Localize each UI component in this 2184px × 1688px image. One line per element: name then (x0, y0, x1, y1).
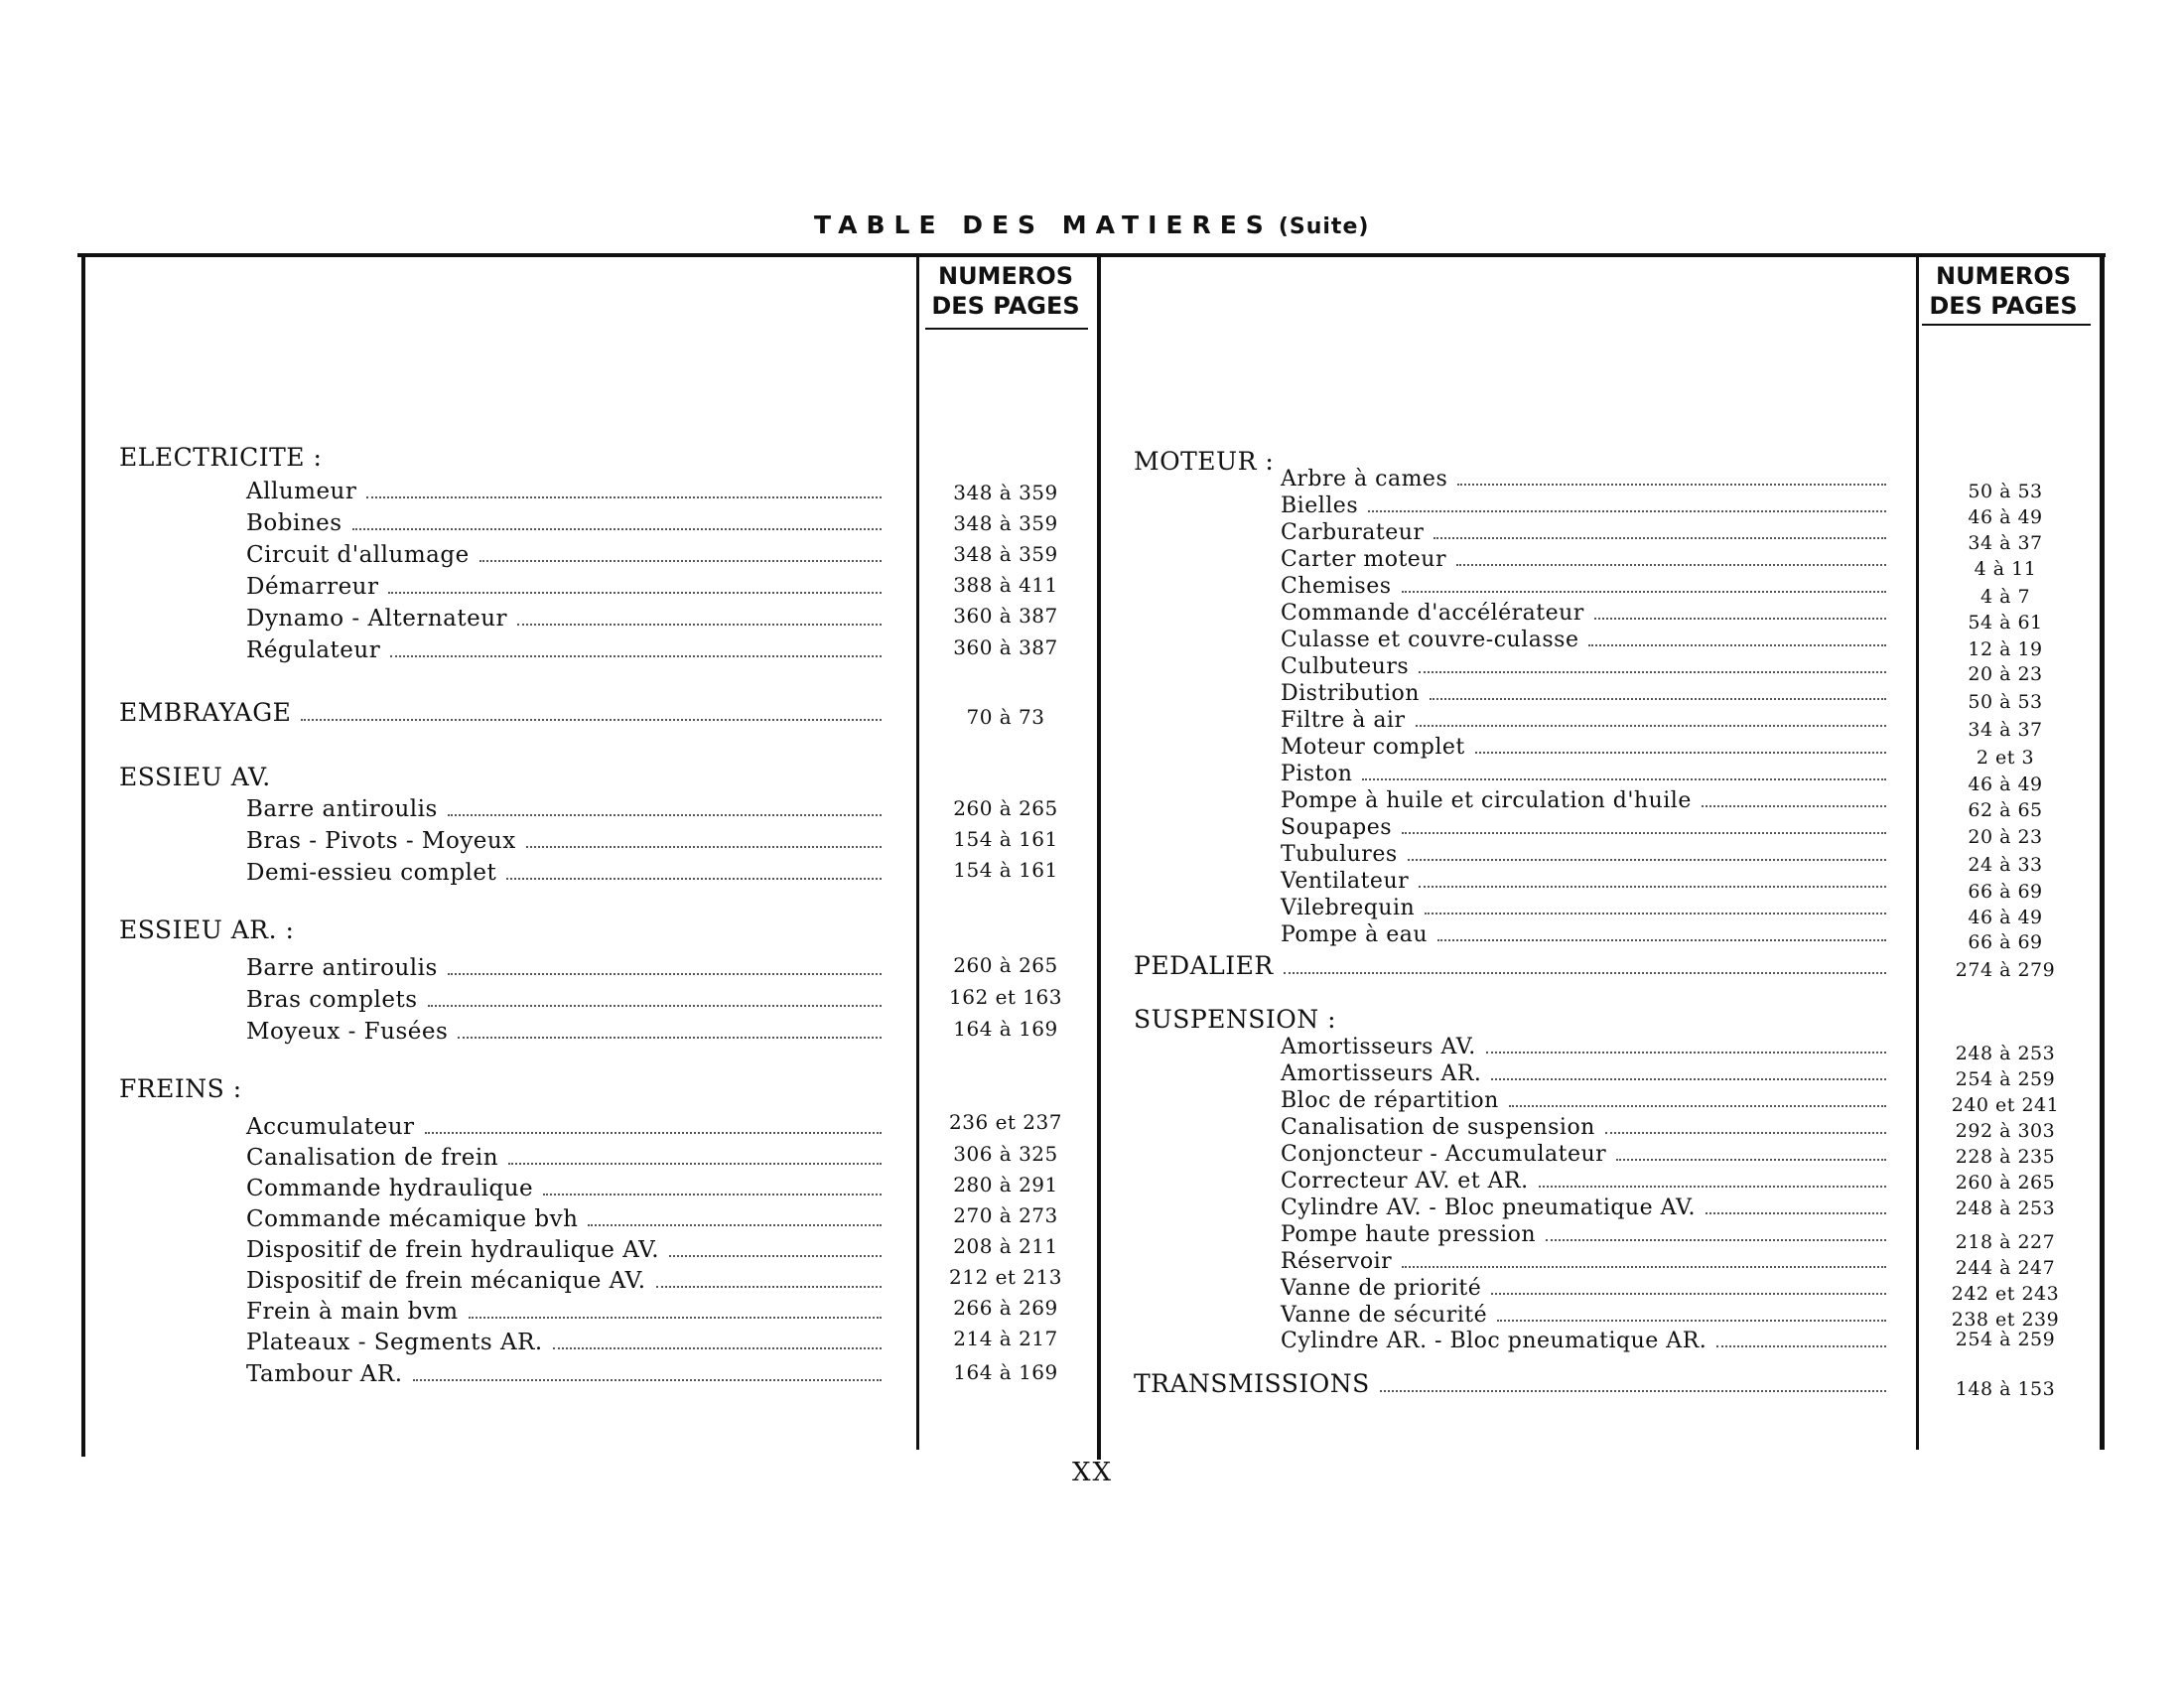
index-entry (1281, 1274, 1886, 1301)
dot-leader (517, 624, 882, 626)
section-heading: SUSPENSION : (1134, 1005, 1337, 1034)
header-line-2: DES PAGES (1929, 292, 2078, 320)
entry-label: Bobines (246, 510, 342, 536)
index-entry (246, 1293, 882, 1325)
dot-leader (1402, 832, 1886, 834)
entry-label: Correcteur AV. et AR. (1281, 1169, 1529, 1194)
dot-leader (1616, 1159, 1886, 1161)
page-range: 248 à 253 (1955, 1043, 2056, 1064)
dot-leader (1457, 484, 1886, 486)
dot-leader (1408, 859, 1886, 861)
left-header-underline (925, 328, 1088, 330)
section-heading: ESSIEU AR. : (119, 915, 295, 944)
table-right-border (2100, 253, 2105, 1450)
dot-leader (543, 1194, 882, 1196)
entry-label: Réservoir (1281, 1249, 1393, 1274)
entry-label: Vanne de sécurité (1281, 1303, 1488, 1328)
page-range: 46 à 49 (1968, 774, 2043, 795)
entry-label: Amortisseurs AR. (1281, 1061, 1482, 1086)
entry-label: Commande hydraulique (246, 1176, 534, 1201)
page-range: 50 à 53 (1968, 691, 2043, 713)
index-entry (246, 600, 882, 632)
index-entry (1281, 679, 1886, 706)
page-range: 154 à 161 (953, 827, 1058, 851)
index-entry (246, 536, 882, 568)
page-range: 46 à 49 (1968, 907, 2043, 928)
entry-label: Cylindre AR. - Bloc pneumatique AR. (1281, 1329, 1707, 1353)
entry-label: Canalisation de frein (246, 1145, 499, 1171)
section-heading: TRANSMISSIONS (1134, 1369, 1370, 1398)
page-range: 360 à 387 (953, 635, 1058, 659)
right-column-header (1921, 261, 2086, 321)
dot-leader (479, 560, 882, 562)
section-heading: FREINS : (119, 1074, 242, 1103)
dot-leader (1716, 1345, 1886, 1347)
dot-leader (413, 1379, 882, 1381)
entry-label: Commande d'accélérateur (1281, 601, 1584, 626)
page-range: 34 à 37 (1968, 532, 2043, 554)
page-range: 270 à 273 (953, 1203, 1058, 1227)
page-range: 4 à 7 (1979, 586, 2031, 608)
page-range: 260 à 265 (953, 953, 1058, 977)
index-entry (1281, 920, 1886, 947)
index-entry (1281, 840, 1886, 867)
page-range: 236 et 237 (949, 1110, 1062, 1134)
center-divider (1097, 253, 1101, 1460)
index-entry (1134, 948, 1886, 980)
index-entry (1281, 1327, 1886, 1353)
index-entry (246, 949, 882, 981)
section-heading: ESSIEU AV. (119, 763, 271, 791)
page-range: 260 à 265 (1955, 1172, 2056, 1194)
index-entry (246, 1200, 882, 1232)
title-suffix: (Suite) (1278, 214, 1370, 239)
page-range: 280 à 291 (953, 1173, 1058, 1196)
entry-label: Pompe à huile et circulation d'huile (1281, 788, 1692, 813)
page-range: 2 et 3 (1976, 747, 2035, 769)
index-entry (246, 632, 882, 663)
index-entry (246, 790, 882, 822)
page-range: 70 à 73 (966, 705, 1045, 729)
index-entry (1281, 894, 1886, 920)
page-range: 260 à 265 (953, 796, 1058, 820)
index-entry (1281, 599, 1886, 626)
entry-label: Soupapes (1281, 815, 1393, 840)
dot-leader (669, 1255, 882, 1257)
index-entry (1281, 518, 1886, 545)
entry-label: Carter moteur (1281, 547, 1446, 572)
entry-label: Filtre à air (1281, 708, 1406, 733)
dot-leader (1491, 1078, 1886, 1080)
page-range: 164 à 169 (953, 1017, 1058, 1041)
left-column-header (923, 261, 1088, 321)
index-entry (246, 1231, 882, 1263)
page-range: 348 à 359 (953, 542, 1058, 566)
index-entry (1281, 545, 1886, 572)
page-range: 248 à 253 (1955, 1197, 2056, 1219)
dot-leader (458, 1037, 882, 1039)
left-page-column-divider (916, 253, 919, 1450)
index-entry (1281, 572, 1886, 599)
index-entry (1281, 1059, 1886, 1086)
page-range: 208 à 211 (953, 1234, 1058, 1258)
index-entry (1281, 1194, 1886, 1220)
page-range: 266 à 269 (953, 1296, 1058, 1320)
dot-leader (1380, 1390, 1886, 1392)
page-range: 46 à 49 (1968, 506, 2043, 528)
entry-label: Culasse et couvre-culasse (1281, 628, 1579, 652)
entry-label: Barre antiroulis (246, 796, 438, 822)
right-page-column-divider (1916, 253, 1919, 1450)
entry-label: Demi-essieu complet (246, 860, 497, 886)
dot-leader (1475, 752, 1886, 754)
index-entry (1281, 1247, 1886, 1274)
dot-leader (1486, 1052, 1886, 1054)
entry-label: Dispositif de frein mécanique AV. (246, 1268, 646, 1294)
dot-leader (390, 655, 882, 657)
page-range: 162 et 163 (949, 985, 1062, 1009)
page-range: 218 à 227 (1955, 1231, 2056, 1253)
index-entry (1281, 1113, 1886, 1140)
dot-leader (1419, 886, 1886, 888)
index-entry (119, 695, 882, 727)
entry-label: Distribution (1281, 681, 1420, 706)
index-entry (246, 1262, 882, 1294)
dot-leader (301, 719, 882, 721)
entry-label: Vilebrequin (1281, 896, 1416, 920)
page-range: 154 à 161 (953, 858, 1058, 882)
page-range: 20 à 23 (1968, 663, 2043, 685)
entry-label: Frein à main bvm (246, 1299, 459, 1325)
index-entry (1281, 465, 1886, 492)
index-entry (1281, 492, 1886, 518)
page-range: 66 à 69 (1968, 881, 2043, 903)
page-range: 62 à 65 (1968, 799, 2043, 821)
index-entry (246, 1013, 882, 1045)
page-range: 20 à 23 (1968, 826, 2043, 848)
entry-label: Dispositif de frein hydraulique AV. (246, 1237, 660, 1263)
page-range: 34 à 37 (1968, 719, 2043, 741)
index-entry (246, 1139, 882, 1171)
header-line-2: DES PAGES (931, 292, 1080, 320)
entry-label: Bloc de répartition (1281, 1088, 1499, 1113)
dot-leader (506, 878, 882, 880)
page-range: 54 à 61 (1968, 612, 2043, 633)
entry-label: Barre antiroulis (246, 955, 438, 981)
page-range: 228 à 235 (1955, 1146, 2056, 1168)
entry-label: Dynamo - Alternateur (246, 606, 508, 632)
dot-leader (1433, 537, 1886, 539)
page-range: 306 à 325 (953, 1142, 1058, 1166)
dot-leader (1284, 972, 1886, 974)
dot-leader (1491, 1293, 1886, 1295)
dot-leader (1402, 591, 1886, 593)
dot-leader (1605, 1132, 1886, 1134)
index-entry (246, 822, 882, 854)
index-entry (1281, 1301, 1886, 1328)
page-range: 244 à 247 (1955, 1257, 2056, 1279)
entry-label: Moteur complet (1281, 735, 1465, 760)
entry-label: Commande mécamique bvh (246, 1206, 579, 1232)
dot-leader (388, 592, 882, 594)
index-entry (1281, 1033, 1886, 1059)
dot-leader (1706, 1212, 1886, 1214)
index-entry (246, 504, 882, 536)
entry-label: Piston (1281, 762, 1353, 786)
dot-leader (1362, 778, 1886, 780)
entry-label: Pompe à eau (1281, 922, 1429, 947)
index-entry (1281, 733, 1886, 760)
dot-leader (366, 496, 882, 498)
dot-leader (448, 973, 882, 975)
entry-label: Bras - Pivots - Moyeux (246, 828, 516, 854)
dot-leader (1402, 1266, 1886, 1268)
entry-label: Ventilateur (1281, 869, 1410, 894)
index-entry (246, 1108, 882, 1140)
entry-label: Bielles (1281, 493, 1359, 518)
page-range: 348 à 359 (953, 511, 1058, 535)
dot-leader (1437, 939, 1886, 941)
index-entry (1281, 626, 1886, 652)
section-heading: ELECTRICITE : (119, 443, 323, 472)
page-range: 348 à 359 (953, 481, 1058, 504)
page-range: 164 à 169 (953, 1360, 1058, 1384)
entry-label: Plateaux - Segments AR. (246, 1330, 543, 1355)
entry-label: Tambour AR. (246, 1361, 403, 1387)
entry-label: Bras complets (246, 987, 418, 1013)
entry-label: Accumulateur (246, 1114, 415, 1140)
entry-label: Arbre à cames (1281, 467, 1448, 492)
dot-leader (428, 1005, 883, 1007)
page-number: XX (1072, 1458, 1114, 1487)
header-line-1: NUMEROS (937, 262, 1074, 290)
dot-leader (1419, 671, 1886, 673)
entry-label: Canalisation de suspension (1281, 1115, 1595, 1140)
index-entry (1281, 1220, 1886, 1247)
title-text: TABLE DES MATIERES (814, 211, 1273, 239)
page-range: 238 et 239 (1951, 1309, 2060, 1331)
dot-leader (508, 1163, 882, 1165)
entry-label: Démarreur (246, 574, 379, 600)
dot-leader (1430, 698, 1886, 700)
page-range: 50 à 53 (1968, 481, 2043, 502)
dot-leader (588, 1224, 882, 1226)
entry-label: Tubulures (1281, 842, 1398, 867)
dot-leader (1425, 913, 1886, 914)
dot-leader (1546, 1239, 1886, 1241)
dot-leader (656, 1286, 882, 1288)
index-entry (1134, 1366, 1886, 1398)
dot-leader (352, 528, 882, 530)
index-entry (246, 1324, 882, 1355)
index-entry (1281, 652, 1886, 679)
page-range: 254 à 259 (1955, 1068, 2056, 1090)
page-range: 292 à 303 (1955, 1120, 2056, 1142)
dot-leader (1702, 805, 1886, 807)
header-line-1: NUMEROS (1935, 262, 2072, 290)
index-entry (246, 473, 882, 504)
index-entry (246, 1170, 882, 1201)
page-range: 66 à 69 (1968, 931, 2043, 953)
table-left-border (81, 253, 85, 1457)
entry-label: Chemises (1281, 574, 1392, 599)
dot-leader (1594, 618, 1886, 620)
entry-label: Conjoncteur - Accumulateur (1281, 1142, 1607, 1167)
dot-leader (448, 814, 882, 816)
index-entry (1281, 786, 1886, 813)
index-entry (246, 854, 882, 886)
page-range: 212 et 213 (949, 1265, 1062, 1289)
entry-label: Amortisseurs AV. (1281, 1035, 1476, 1059)
dot-leader (553, 1347, 882, 1349)
index-entry (1281, 813, 1886, 840)
dot-leader (469, 1317, 882, 1319)
page-range: 254 à 259 (1955, 1329, 2056, 1350)
page-range: 148 à 153 (1955, 1378, 2056, 1400)
page-range: 214 à 217 (953, 1327, 1058, 1350)
entry-label: Régulateur (246, 637, 381, 663)
table-top-rule (77, 253, 2106, 257)
dot-leader (1497, 1320, 1886, 1322)
dot-leader (526, 846, 882, 848)
index-entry (246, 1355, 882, 1387)
page-range: 274 à 279 (1955, 959, 2056, 981)
page-range: 24 à 33 (1968, 854, 2043, 876)
page-range: 360 à 387 (953, 604, 1058, 628)
right-header-underline (1922, 324, 2091, 326)
index-entry (1281, 1167, 1886, 1194)
page-title (814, 211, 1390, 250)
index-entry (1281, 1140, 1886, 1167)
entry-label: Carburateur (1281, 520, 1425, 545)
entry-label: Moyeux - Fusées (246, 1019, 449, 1045)
dot-leader (1539, 1186, 1886, 1188)
entry-label: Vanne de priorité (1281, 1276, 1482, 1301)
entry-label: Allumeur (246, 479, 357, 504)
index-entry (246, 568, 882, 600)
index-entry (1281, 706, 1886, 733)
index-entry (246, 981, 882, 1013)
section-heading: PEDALIER (1134, 951, 1274, 980)
entry-label: Circuit d'allumage (246, 542, 470, 568)
section-heading: EMBRAYAGE (119, 698, 292, 727)
index-entry (1281, 760, 1886, 786)
index-entry (1281, 867, 1886, 894)
page-range: 242 et 243 (1951, 1283, 2060, 1305)
dot-leader (1588, 644, 1886, 646)
entry-label: Culbuteurs (1281, 654, 1410, 679)
dot-leader (1368, 510, 1886, 512)
dot-leader (1456, 564, 1886, 566)
index-entry (1281, 1086, 1886, 1113)
page-range: 388 à 411 (953, 573, 1058, 597)
section-heading: MOTEUR : (1134, 447, 1275, 476)
page-range: 12 à 19 (1968, 638, 2043, 660)
entry-label: Cylindre AV. - Bloc pneumatique AV. (1281, 1196, 1697, 1220)
dot-leader (425, 1132, 882, 1134)
page-range: 4 à 11 (1974, 558, 2037, 580)
dot-leader (1416, 725, 1887, 727)
entry-label: Pompe haute pression (1281, 1222, 1537, 1247)
page-range: 240 et 241 (1951, 1094, 2060, 1116)
dot-leader (1509, 1105, 1886, 1107)
